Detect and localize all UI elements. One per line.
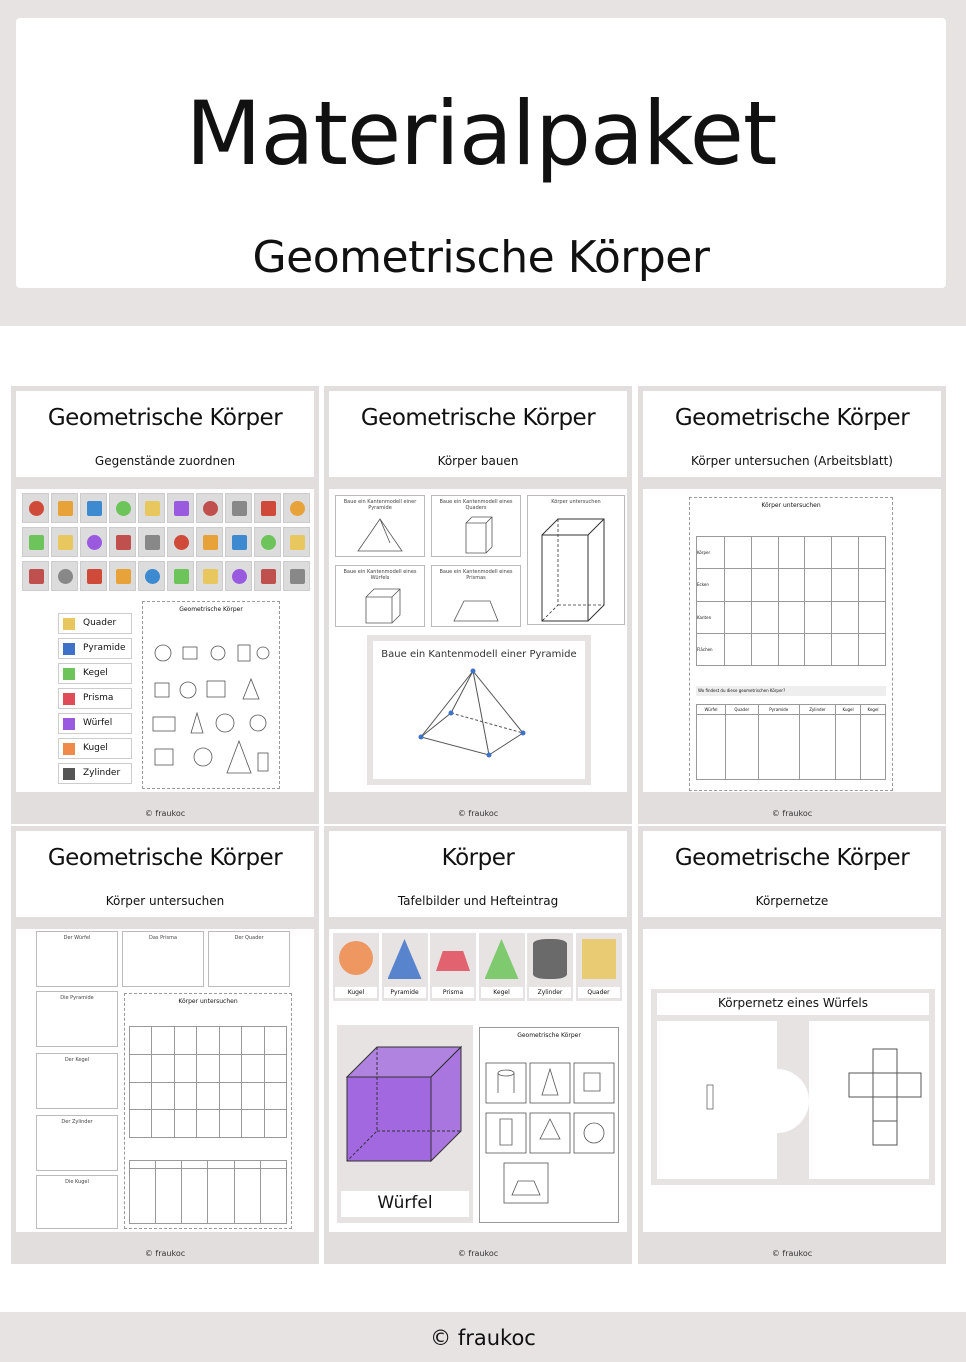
worksheet-preview: Körper untersuchen Körper Ecken Kanten Flächen Wo findest du diese geometrischen Körper? Würfel Quader Pyramide Zylinder Kugel Kegel — [689, 497, 893, 791]
shape-picture-card — [333, 933, 379, 1001]
shape-label: Zylinder — [529, 987, 571, 998]
worksheet-preview — [142, 601, 280, 789]
shape-swatch — [63, 743, 75, 755]
object-picture — [196, 561, 223, 591]
shape-card: Die Kugel — [36, 1175, 118, 1229]
card-header — [329, 831, 627, 917]
shape-icon — [388, 939, 422, 979]
object-picture — [80, 561, 107, 591]
shape-swatch — [63, 768, 75, 780]
task-card: Baue ein Kantenmodell eines Prismas — [431, 565, 521, 627]
object-picture — [167, 493, 194, 523]
card-header — [16, 831, 314, 917]
shape-picture-row — [333, 933, 625, 1003]
shape-swatch — [63, 718, 75, 730]
object-picture — [80, 527, 107, 557]
worksheet-preview — [479, 1027, 619, 1223]
shape-label: Kegel — [481, 987, 523, 998]
object-picture — [51, 527, 78, 557]
card-title: Körper — [441, 845, 515, 871]
object-picture — [283, 493, 310, 523]
card-header — [643, 391, 941, 477]
shape-picture-card — [576, 933, 622, 1001]
location-table: Würfel Quader Pyramide Zylinder Kugel Kegel — [696, 704, 886, 780]
card-koerpernetze[interactable] — [638, 826, 946, 1264]
object-picture — [51, 493, 78, 523]
cube-poster — [337, 1025, 473, 1223]
worksheet-title: Geometrische Körper — [517, 1032, 581, 1039]
card-copyright: © fraukoc — [771, 809, 813, 818]
shape-card: Der Würfel — [36, 931, 118, 987]
worksheet-title: Geometrische Körper — [179, 606, 243, 613]
card-copyright: © fraukoc — [771, 1249, 813, 1258]
card-header — [16, 391, 314, 477]
shape-icon — [339, 941, 373, 975]
card-header — [643, 831, 941, 917]
properties-table: Körper Ecken Kanten Flächen — [696, 536, 886, 666]
object-picture — [22, 527, 49, 557]
card-tafelbilder[interactable] — [324, 826, 632, 1264]
shape-label: Quader — [578, 987, 620, 998]
card-subtitle: Tafelbilder und Hefteintrag — [397, 894, 559, 908]
shape-swatch — [63, 693, 75, 705]
pyramid-icon — [373, 641, 585, 779]
card-subtitle: Körper untersuchen (Arbeitsblatt) — [691, 454, 893, 468]
card-koerper-bauen[interactable] — [324, 386, 632, 824]
card-copyright: © fraukoc — [457, 1249, 499, 1258]
shape-label: Pyramide — [384, 987, 426, 998]
card-title: Geometrische Körper — [674, 405, 910, 431]
shape-label: Prisma — [432, 987, 474, 998]
pyramid-icon — [336, 511, 424, 561]
location-table — [129, 1160, 287, 1224]
cube-net-icon — [651, 989, 935, 1185]
legend-item: Pyramide — [58, 638, 132, 659]
object-picture — [167, 561, 194, 591]
worksheet-drawings — [143, 613, 279, 783]
object-picture — [51, 561, 78, 591]
shape-swatch — [63, 668, 75, 680]
cube-icon — [336, 581, 424, 631]
card-preview — [16, 929, 314, 1232]
card-preview — [329, 489, 627, 792]
object-picture — [225, 493, 252, 523]
object-picture — [167, 527, 194, 557]
page-title: Materialpaket — [185, 82, 777, 185]
shape-icon — [533, 939, 567, 979]
shape-icon — [436, 939, 470, 979]
card-preview — [329, 929, 627, 1232]
object-picture — [196, 527, 223, 557]
title-panel — [16, 18, 946, 288]
object-picture — [138, 527, 165, 557]
cube-icon — [337, 1025, 473, 1185]
legend-item: Quader — [58, 613, 132, 634]
object-picture — [22, 493, 49, 523]
object-picture — [225, 527, 252, 557]
card-title: Geometrische Körper — [360, 405, 596, 431]
object-picture — [109, 493, 136, 523]
task-card-large: Baue ein Kantenmodell einer Pyramide — [367, 635, 591, 785]
task-card: Baue ein Kantenmodell einer Pyramide — [335, 495, 425, 557]
task-card: Baue ein Kantenmodell eines Würfels — [335, 565, 425, 627]
shape-picture-card — [430, 933, 476, 1001]
shape-card: Die Pyramide — [36, 991, 118, 1047]
object-picture — [80, 493, 107, 523]
object-picture — [22, 561, 49, 591]
card-koerper-untersuchen-arbeitsblatt[interactable] — [638, 386, 946, 824]
object-picture — [109, 561, 136, 591]
card-subtitle: Gegenstände zuordnen — [94, 454, 236, 468]
cuboid-icon — [432, 511, 520, 561]
object-picture — [254, 561, 281, 591]
card-title: Geometrische Körper — [47, 405, 283, 431]
shape-card: Der Quader — [208, 931, 290, 987]
legend-item: Zylinder — [58, 763, 132, 784]
shape-swatch — [63, 618, 75, 630]
shape-label: Kugel — [335, 987, 377, 998]
worksheet-preview — [124, 993, 292, 1229]
card-header — [329, 391, 627, 477]
legend-item: Kugel — [58, 738, 132, 759]
object-picture — [283, 527, 310, 557]
worksheet-preview: Körper untersuchen — [527, 495, 625, 625]
object-picture — [109, 527, 136, 557]
card-koerper-untersuchen[interactable] — [11, 826, 319, 1264]
card-copyright: © fraukoc — [144, 809, 186, 818]
object-picture — [225, 561, 252, 591]
shape-swatch — [63, 643, 75, 655]
cuboid-icon — [528, 505, 624, 623]
shape-card: Das Prisma — [122, 931, 204, 987]
object-picture — [254, 493, 281, 523]
legend-item: Prisma — [58, 688, 132, 709]
card-title: Geometrische Körper — [47, 845, 283, 871]
object-picture — [254, 527, 281, 557]
shape-picture-card — [479, 933, 525, 1001]
card-subtitle: Körper bauen — [437, 454, 519, 468]
card-preview — [643, 929, 941, 1232]
net-poster — [651, 989, 935, 1185]
card-preview — [643, 489, 941, 792]
task-card: Baue ein Kantenmodell eines Quaders — [431, 495, 521, 557]
shape-card: Der Kegel — [36, 1053, 118, 1109]
page-footer — [0, 1314, 966, 1362]
prism-icon — [432, 581, 520, 631]
page-subtitle: Geometrische Körper — [252, 232, 710, 283]
worksheet-title: Körper untersuchen — [178, 998, 238, 1005]
cube-label-box: Würfel — [341, 1191, 469, 1217]
card-subtitle: Körpernetze — [755, 894, 829, 908]
shape-picture-card — [527, 933, 573, 1001]
shape-icon — [582, 939, 616, 979]
legend-item: Kegel — [58, 663, 132, 684]
worksheet-title: Körper untersuchen — [761, 502, 821, 509]
object-picture — [196, 493, 223, 523]
legend-item: Würfel — [58, 713, 132, 734]
shape-picture-card — [382, 933, 428, 1001]
card-gegenstaende-zuordnen[interactable] — [11, 386, 319, 824]
card-preview — [16, 489, 314, 792]
card-title: Geometrische Körper — [674, 845, 910, 871]
shape-card: Der Zylinder — [36, 1115, 118, 1171]
object-picture — [138, 561, 165, 591]
shape-icon — [485, 939, 519, 979]
card-copyright: © fraukoc — [457, 809, 499, 818]
object-picture — [138, 493, 165, 523]
object-picture-grid — [22, 493, 312, 593]
card-subtitle: Körper untersuchen — [105, 894, 225, 908]
properties-table — [129, 1026, 287, 1138]
poster-title: Körpernetz eines Würfels — [657, 993, 929, 1015]
shape-legend — [58, 613, 132, 788]
worksheet-drawings — [480, 1039, 618, 1219]
card-copyright: © fraukoc — [144, 1249, 186, 1258]
object-picture — [283, 561, 310, 591]
copyright-text: © fraukoc — [430, 1326, 536, 1350]
